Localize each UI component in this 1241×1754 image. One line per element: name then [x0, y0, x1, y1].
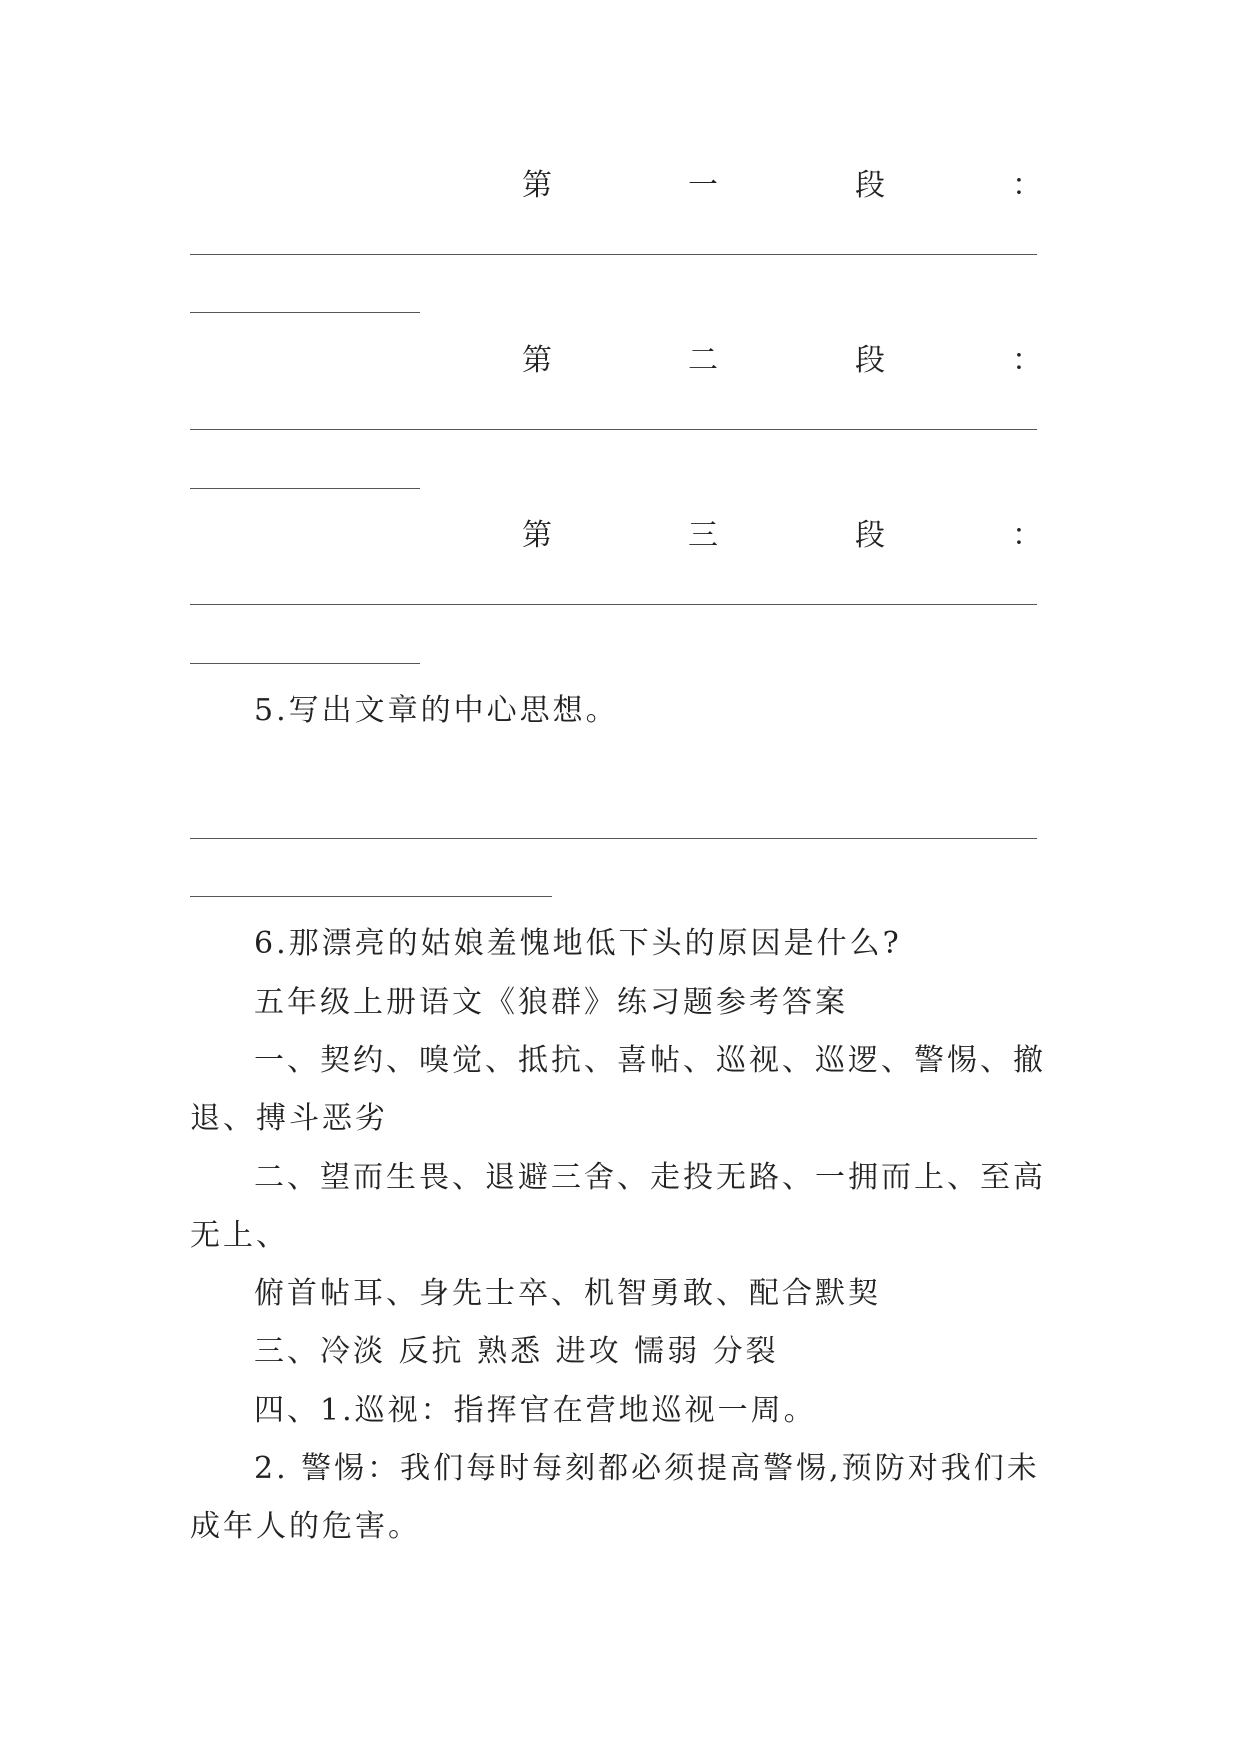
- answer-2-line-2: 无上、: [190, 1218, 289, 1253]
- answer-3: 三、冷淡 反抗 熟悉 进攻 懦弱 分裂: [254, 1334, 779, 1369]
- answer-4-item-2-line-1: 2. 警惕：我们每时每刻都必须提高警惕,预防对我们未: [254, 1451, 1040, 1486]
- section-head-char: 第: [522, 343, 552, 378]
- answer-4-item-2-line-2: 成年人的危害。: [190, 1509, 421, 1544]
- section-head-char: 三: [688, 518, 718, 553]
- section-head-char: ：: [1012, 343, 1042, 378]
- answer-1-line-1: 一、契约、嗅觉、抵抗、喜帖、巡视、巡逻、警惕、撤: [254, 1043, 1046, 1078]
- section-head-char: ：: [1012, 518, 1042, 553]
- answer-2-line-3: 俯首帖耳、身先士卒、机智勇敢、配合默契: [254, 1276, 881, 1311]
- answer-blank-line: [190, 488, 420, 489]
- section-head-char: 第: [522, 168, 552, 203]
- answer-4-item-1: 四、1.巡视：指挥官在营地巡视一周。: [254, 1393, 817, 1428]
- answer-blank-line: [190, 254, 1037, 255]
- section-head-char: 段: [855, 518, 885, 553]
- answer-blank-line: [190, 663, 420, 664]
- section-head-char: 第: [522, 518, 552, 553]
- answer-blank-line: [190, 429, 1037, 430]
- question-5: 5.写出文章的中心思想。: [254, 693, 619, 728]
- section-head-char: 二: [688, 343, 718, 378]
- section-head-char: 段: [855, 343, 885, 378]
- answer-blank-line: [190, 838, 1037, 839]
- answer-key-title: 五年级上册语文《狼群》练习题参考答案: [254, 985, 848, 1020]
- answer-2-line-1: 二、望而生畏、退避三舍、走投无路、一拥而上、至高: [254, 1160, 1046, 1195]
- answer-blank-line: [190, 896, 552, 897]
- answer-blank-line: [190, 604, 1037, 605]
- section-head-char: 一: [688, 168, 718, 203]
- section-head-char: 段: [855, 168, 885, 203]
- question-6: 6.那漂亮的姑娘羞愧地低下头的原因是什么?: [254, 926, 902, 961]
- answer-blank-line: [190, 312, 420, 313]
- section-head-char: ：: [1012, 168, 1042, 203]
- answer-1-line-2: 退、搏斗恶劣: [190, 1101, 388, 1136]
